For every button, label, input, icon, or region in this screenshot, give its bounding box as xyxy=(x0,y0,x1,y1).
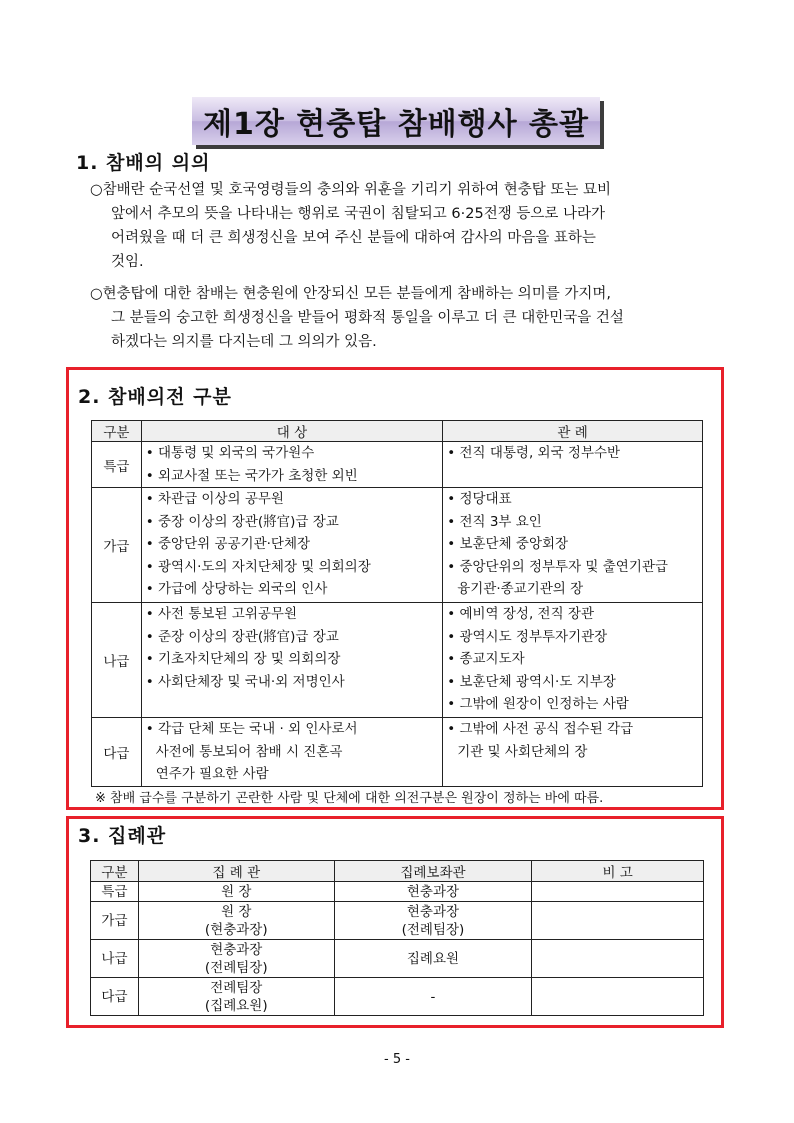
list-item: • 기초자치단체의 장 및 의회의장 xyxy=(145,651,341,667)
section2-heading: 2. 참배의전 구분 xyxy=(78,386,232,408)
remark-cell xyxy=(532,978,704,1016)
grade-cell: 가급 xyxy=(92,488,142,603)
grade-cell: 다급 xyxy=(91,978,139,1016)
officer-name: 원 장 xyxy=(221,903,252,920)
list-item: • 종교지도자 xyxy=(447,651,525,667)
grade-cell: 나급 xyxy=(92,603,142,718)
list-item: • 광역시도 정부투자기관장 xyxy=(447,628,608,645)
list-item: • 중앙단위의 정부투자 및 출연기관급 xyxy=(447,558,668,575)
remark-cell xyxy=(532,940,704,978)
column-header-grade: 구분 xyxy=(91,861,139,882)
officer-name: 원 장 xyxy=(221,883,252,900)
table-row xyxy=(91,902,704,940)
list-item: • 각급 단체 또는 국내 · 외 인사로서 xyxy=(145,721,358,737)
column-header-assistant: 집례보좌관 xyxy=(334,861,532,882)
assistant-cell xyxy=(334,902,532,940)
officer-alternate: (집례요원) xyxy=(204,997,268,1014)
list-item: • 사회단체장 및 국내·외 저명인사 xyxy=(145,673,345,690)
remark-cell xyxy=(532,902,704,940)
target-cell xyxy=(141,603,442,718)
officer-alternate: (현충과장) xyxy=(204,921,268,938)
column-header-remark: 비 고 xyxy=(532,861,704,882)
grade-cell: 나급 xyxy=(91,940,139,978)
list-item: • 전직 대통령, 외국 정부수반 xyxy=(447,445,621,461)
list-item: • 사전 통보된 고위공무원 xyxy=(145,606,297,622)
list-item: • 가급에 상당하는 외국의 인사 xyxy=(145,581,328,597)
paragraph-line: 앞에서 추모의 뜻을 나타내는 행위로 국권이 침탈되고 6·25전쟁 등으로 나라가 xyxy=(111,206,605,222)
officer-cell xyxy=(138,902,334,940)
paragraph-line: 그 분들의 숭고한 희생정신을 받들어 평화적 통일을 이루고 더 큰 대한민국을 건설 xyxy=(111,310,624,326)
assistant-cell xyxy=(334,978,532,1016)
protocol-note: ※ 참배 급수를 구분하기 곤란한 사람 및 단체에 대한 의전구분은 원장이 정하는 바에 따름. xyxy=(95,791,604,806)
list-item-continuation: 기관 및 사회단체의 장 xyxy=(457,743,588,760)
example-cell xyxy=(443,718,703,787)
list-item: • 보훈단체 중앙회장 xyxy=(447,536,569,552)
section3-heading: 3. 집례관 xyxy=(78,825,167,847)
list-item: • 그밖에 원장이 인정하는 사람 xyxy=(447,696,629,712)
column-header-target: 대 상 xyxy=(141,421,442,442)
paragraph-line: ○현충탑에 대한 참배는 현충원에 안장되신 모든 분들에게 참배하는 의미를 가지며, xyxy=(90,286,611,302)
list-item: • 차관급 이상의 공무원 xyxy=(145,491,284,507)
target-cell xyxy=(141,488,442,603)
table-row xyxy=(91,940,704,978)
officer-cell xyxy=(138,882,334,902)
example-cell xyxy=(443,603,703,718)
list-item: • 준장 이상의 장관(將官)급 장교 xyxy=(145,628,339,645)
chapter-title-box xyxy=(192,97,600,145)
assistant-name: - xyxy=(430,988,436,1005)
column-header-example: 관 례 xyxy=(443,421,703,442)
target-cell xyxy=(141,442,442,488)
table-row xyxy=(92,442,703,488)
list-item: • 광역시·도의 자치단체장 및 의회의장 xyxy=(145,558,371,575)
assistant-name: 집례요원 xyxy=(406,950,460,967)
paragraph-line: 어려웠을 때 더 큰 희생정신을 보여 주신 분들에 대하여 감사의 마음을 표하는 xyxy=(111,230,596,246)
list-item: • 보훈단체 광역시·도 지부장 xyxy=(447,673,616,690)
section1-heading: 1. 참배의 의의 xyxy=(76,152,211,174)
officer-cell xyxy=(138,978,334,1016)
assistant-cell xyxy=(334,882,532,902)
grade-cell: 가급 xyxy=(91,902,139,940)
officiant-table xyxy=(90,860,704,1016)
list-item: • 정당대표 xyxy=(447,491,512,507)
table-row xyxy=(92,718,703,787)
assistant-cell xyxy=(334,940,532,978)
list-item-continuation: 연주가 필요한 사람 xyxy=(155,766,269,782)
officer-name: 전례팀장 xyxy=(210,979,263,996)
paragraph-line: 것임. xyxy=(111,254,144,270)
section1-paragraph-2 xyxy=(90,282,720,354)
list-item: • 전직 3부 요인 xyxy=(447,513,542,530)
example-cell xyxy=(443,442,703,488)
list-item-continuation: 융기관·종교기관의 장 xyxy=(457,581,584,597)
paragraph-line: ○참배란 순국선열 및 호국영령들의 충의와 위훈을 기리기 위하여 현충탑 또는 묘비 xyxy=(90,182,611,198)
page-number: - 5 - xyxy=(384,1052,410,1067)
grade-cell: 특급 xyxy=(91,882,139,902)
paragraph-line: 하겠다는 의지를 다지는데 그 의의가 있음. xyxy=(111,334,377,350)
list-item: • 예비역 장성, 전직 장관 xyxy=(447,606,595,622)
table-row xyxy=(91,882,704,902)
grade-cell: 특급 xyxy=(92,442,142,488)
table-row xyxy=(92,603,703,718)
officer-alternate: (전례팀장) xyxy=(204,959,268,976)
protocol-grade-table xyxy=(91,420,703,787)
assistant-alternate: (전례팀장) xyxy=(401,921,465,938)
list-item: • 대통령 및 외국의 국가원수 xyxy=(145,445,315,461)
column-header-grade: 구분 xyxy=(92,421,142,442)
chapter-title: 제1장 현충탑 참배행사 총괄 xyxy=(203,107,589,142)
list-item: • 중앙단위 공공기관·단체장 xyxy=(145,536,311,552)
table-row xyxy=(91,978,704,1016)
list-item: • 그밖에 사전 공식 접수된 각급 xyxy=(447,721,634,737)
list-item: • 외교사절 또는 국가가 초청한 외빈 xyxy=(145,467,358,484)
list-item: • 중장 이상의 장관(將官)급 장교 xyxy=(145,513,339,530)
section1-paragraph-1 xyxy=(90,178,720,274)
column-header-officer: 집 례 관 xyxy=(138,861,334,882)
assistant-name: 현충과장 xyxy=(406,883,460,900)
list-item-continuation: 사전에 통보되어 참배 시 진혼곡 xyxy=(155,743,343,760)
officer-name: 현충과장 xyxy=(210,941,263,958)
officer-cell xyxy=(138,940,334,978)
grade-cell: 다급 xyxy=(92,718,142,787)
assistant-name: 현충과장 xyxy=(406,903,460,920)
table-row xyxy=(92,488,703,603)
example-cell xyxy=(443,488,703,603)
remark-cell xyxy=(532,882,704,902)
target-cell xyxy=(141,718,442,787)
